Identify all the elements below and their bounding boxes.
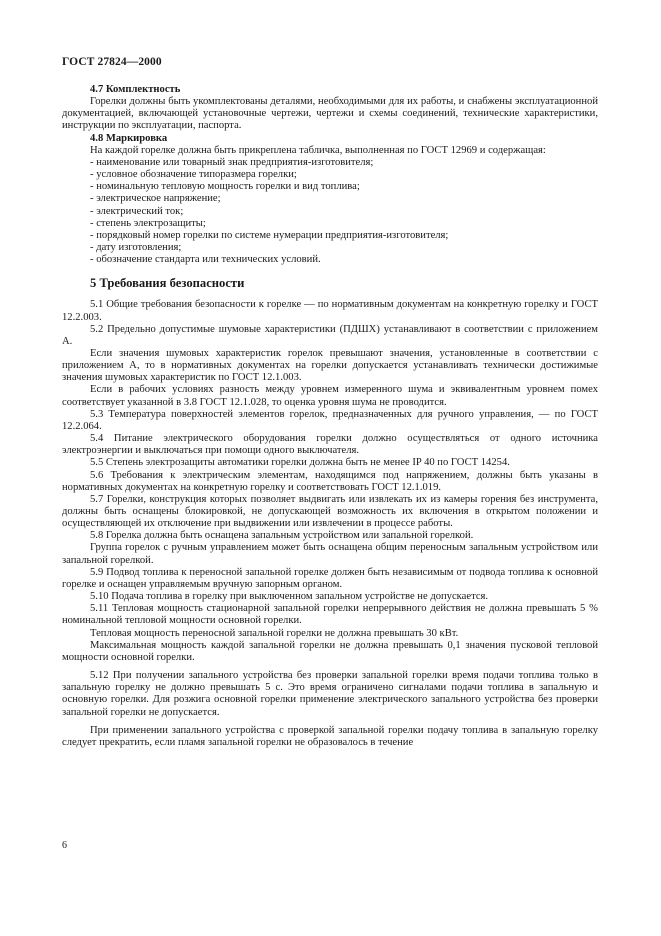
paragraph-5-6: 5.6 Требования к электрическим элементам, находящимся под напряжением, должны быть указаны в нормативных документах на конкретную горелку и соответствовать ГОСТ 12.1.019.: [62, 469, 598, 493]
paragraph-5-4: 5.4 Питание электрического оборудования горелки должно осуществляться от одного источника электроэнергии и выключаться при помощи одного выключателя.: [62, 433, 598, 457]
paragraph-5-5: 5.5 Степень электрозащиты автоматики горелки должна быть не менее IP 40 по ГОСТ 14254.: [90, 457, 510, 469]
paragraph-5-10: 5.10 Подача топлива в горелку при выключенном запальном устройстве не допускается.: [90, 591, 489, 603]
marking-list: [62, 157, 598, 266]
marking-list-item: - электрическое напряжение;: [62, 193, 598, 205]
section-4-7-heading: 4.7 Комплектность: [90, 84, 181, 95]
paragraph-5-8: 5.8 Горелка должна быть оснащена запальным устройством или запальной горелкой.: [90, 530, 474, 542]
paragraph-5-7: 5.7 Горелки, конструкция которых позволяет выдвигать или извлекать их из камеры горения без инструмента, должны быть оснащены блокировкой, не допускающей возможность их включения в открытом положении и осуществляющей их отключение при выдвижении или извлечении в процессе работы.: [62, 493, 598, 530]
paragraph-5-1: 5.1 Общие требования безопасности к горелке — по нормативным документам на конкретную горелку и ГОСТ 12.2.003.: [62, 299, 598, 323]
marking-list-item: - условное обозначение типоразмера горелки;: [62, 169, 598, 181]
paragraph-5-9: 5.9 Подвод топлива к переносной запальной горелке должен быть независимым от подвода топлива к основной горелке и оснащен управляемым вручную запорным органом.: [62, 566, 598, 590]
paragraph-5-11-note-2: Максимальная мощность каждой запальной горелки не должна превышать 0,1 значения пусковой тепловой мощности основной горелки.: [62, 639, 598, 663]
page-number: 6: [62, 840, 67, 851]
paragraph-5-2: 5.2 Предельно допустимые шумовые характеристики (ПДШХ) устанавливают в соответствии с приложением А.: [62, 323, 598, 347]
paragraph-5-12: 5.12 При получении запального устройства без проверки запальной горелки время подачи топлива только в запальную горелку не должно превышать 5 с. Это время ограничено сигналами подачи топлива в запальную и основную горелки. Для розжига основной горелки применение электрического запального устройства без проверки запальной горелки не допускается.: [62, 670, 598, 718]
section-5-title: 5 Требования безопасности: [90, 276, 245, 291]
paragraph-5-11: 5.11 Тепловая мощность стационарной запальной горелки непрерывного действия не должна превышать 5 % номинальной тепловой мощности основной горелки.: [62, 603, 598, 627]
document-body: [62, 84, 598, 749]
paragraph-5-11-note-1: Тепловая мощность переносной запальной горелки не должна превышать 30 кВт.: [90, 627, 459, 639]
section-4-8-heading: 4.8 Маркировка: [90, 132, 168, 144]
paragraph-5-8-note: Группа горелок с ручным управлением может быть оснащена общим переносным запальным устройством или запальной горелкой.: [62, 542, 598, 566]
marking-list-item: - наименование или товарный знак предприятия-изготовителя;: [62, 157, 598, 169]
marking-list-item: - порядковый номер горелки по системе нумерации предприятия-изготовителя;: [62, 230, 598, 242]
marking-list-item: - обозначение стандарта или технических условий.: [62, 254, 598, 266]
document-header: ГОСТ 27824—2000: [62, 56, 162, 68]
marking-list-item: - электрический ток;: [62, 206, 598, 218]
marking-list-item: - номинальную тепловую мощность горелки и вид топлива;: [62, 181, 598, 193]
paragraph-5-2-note-1: Если значения шумовых характеристик горелок превышают значения, установленные в соответствии с приложением А, то в нормативных документах на горелки допускается устанавливать технически достижимые значения шумовых характеристик по ГОСТ 12.1.003.: [62, 347, 598, 384]
paragraph-5-3: 5.3 Температура поверхностей элементов горелок, предназначенных для ручного управления, — по ГОСТ 12.2.064.: [62, 408, 598, 432]
paragraph-5-2-note-2: Если в рабочих условиях разность между уровнем измеренного шума и эквивалентным уровнем помех соответствует указанной в 3.8 ГОСТ 12.1.028, то оценка уровня шума не проводится.: [62, 384, 598, 408]
marking-list-item: - степень электрозащиты;: [62, 218, 598, 230]
section-4-8-intro: На каждой горелке должна быть прикреплена табличка, выполненная по ГОСТ 12969 и содержащая:: [90, 144, 546, 156]
marking-list-item: - дату изготовления;: [62, 242, 598, 254]
section-4-7-text: Горелки должны быть укомплектованы деталями, необходимыми для их работы, и снабжены эксплуатационной документацией, включающей установочные чертежи, чертежи и схемы соединений, технические характеристики, инструкции по эксплуатации, паспорта.: [62, 96, 598, 132]
paragraph-5-12-note: При применении запального устройства с проверкой запальной горелки подачу топлива в запальную горелку следует прекратить, если пламя запальной горелки не образовалось в течение: [62, 724, 598, 748]
